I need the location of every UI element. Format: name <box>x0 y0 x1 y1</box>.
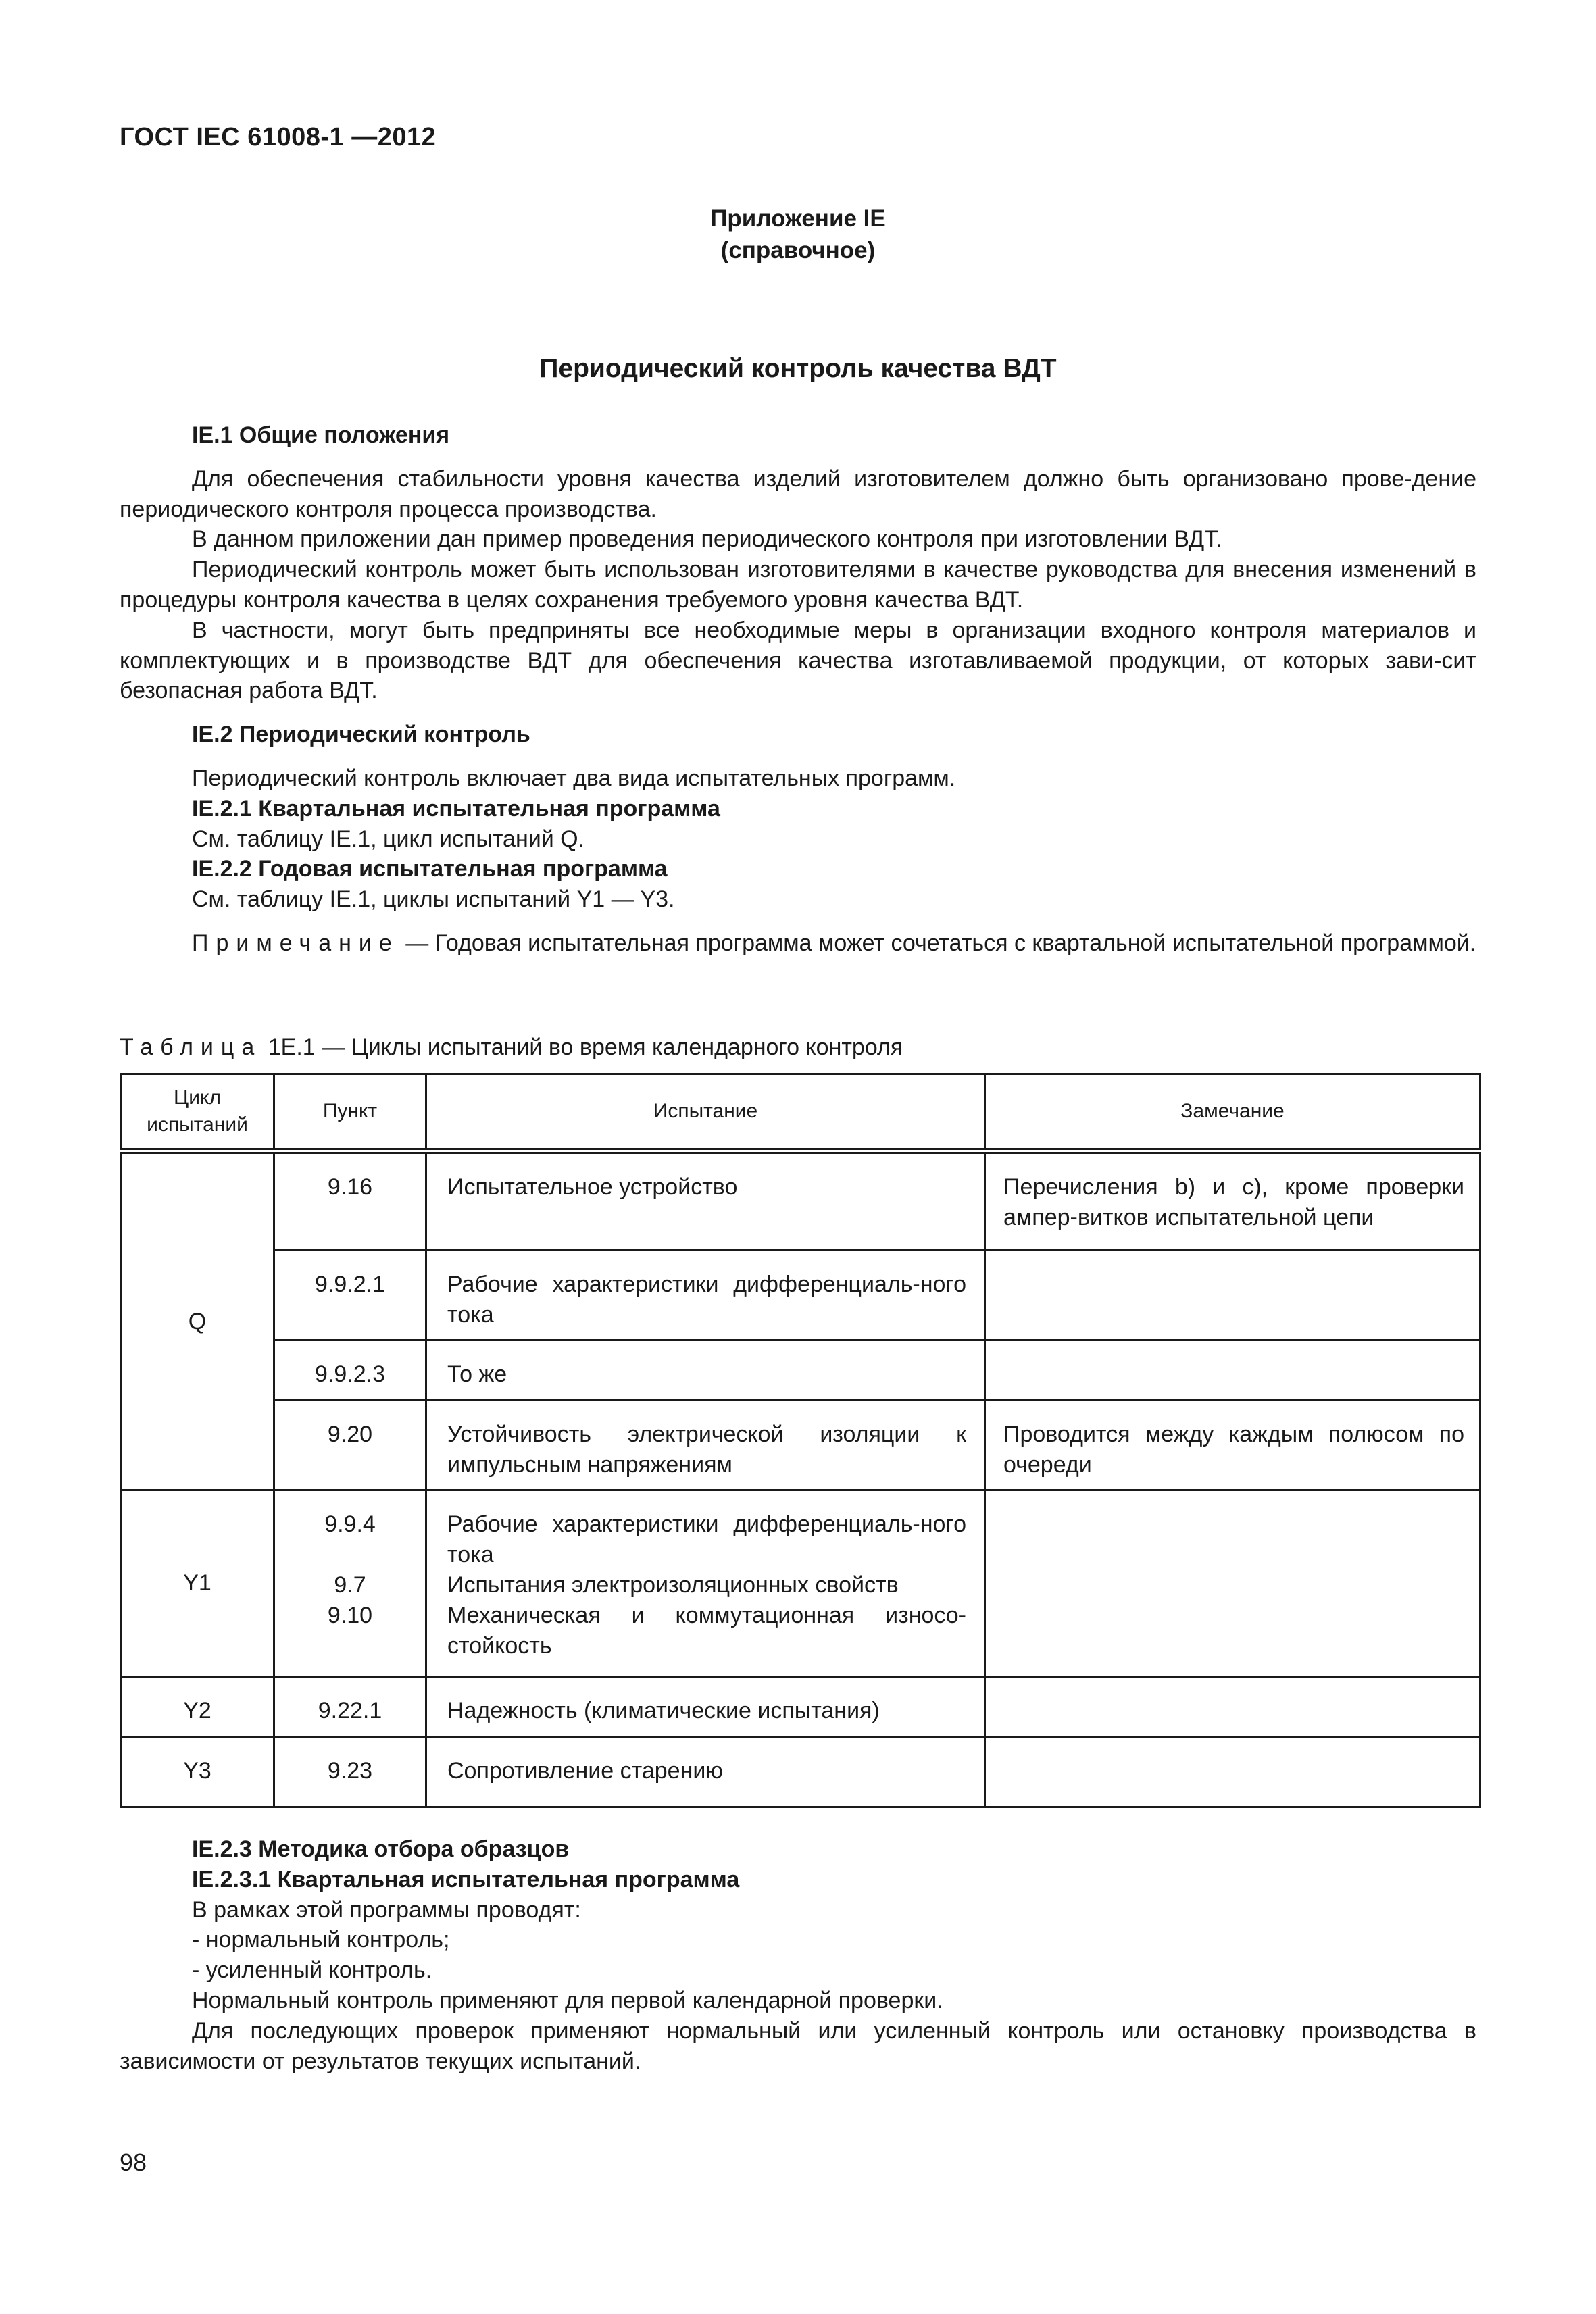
item-cell: 9.22.1 <box>274 1677 426 1737</box>
test-cell: Устойчивость электрической изоляции к импульсным напряжениям <box>426 1401 985 1490</box>
note-label: Примечание <box>192 930 399 956</box>
note <box>120 928 1476 959</box>
remark-cell <box>985 1490 1480 1677</box>
item-cell: 9.9.2.1 <box>274 1251 426 1340</box>
list-item: - усиленный контроль. <box>192 1957 432 1984</box>
remark-cell: Проводится между каждым полюсом по очереди <box>985 1401 1480 1490</box>
test-cell: Сопротивление старению <box>426 1737 985 1807</box>
section-heading-ie1: IE.1 Общие положения <box>192 422 450 448</box>
cycle-cell: Y3 <box>121 1737 274 1807</box>
document-code-header: ГОСТ IEC 61008-1 —2012 <box>120 123 437 151</box>
item-cell: 9.23 <box>274 1737 426 1807</box>
item-cell: 9.20 <box>274 1401 426 1490</box>
cycle-cell: Y2 <box>121 1677 274 1737</box>
column-header-test: Испытание <box>426 1074 985 1151</box>
test-line: Рабочие характеристики дифференциаль-ного тока <box>447 1511 966 1567</box>
test-cell: То же <box>426 1340 985 1401</box>
annex-main-title: Периодический контроль качества ВДТ <box>539 354 1057 383</box>
test-cell <box>426 1490 985 1677</box>
table-row <box>121 1340 1480 1401</box>
table-header-row <box>121 1074 1480 1151</box>
paragraph: Для обеспечения стабильности уровня качества изделий изготовителем должно быть организовано прове-дение периодического контроля процесса производства. <box>120 466 1476 522</box>
table-row <box>121 1677 1480 1737</box>
table-caption <box>120 1032 903 1062</box>
item-number: 9.9.4 <box>324 1511 376 1537</box>
item-number: 9.7 <box>334 1572 366 1598</box>
table-row <box>121 1401 1480 1490</box>
column-header-cycle: Цикл испытаний <box>121 1074 274 1151</box>
column-header-remark: Замечание <box>985 1074 1480 1151</box>
cycle-cell: Q <box>121 1151 274 1490</box>
test-cell: Рабочие характеристики дифференциаль-ного тока <box>426 1251 985 1340</box>
subsection-heading-ie23: IE.2.3 Методика отбора образцов <box>192 1836 570 1862</box>
paragraph: Периодический контроль может быть использован изготовителями в качестве руководства для внесения изменений в процедуры контроля качества в целях сохранения требуемого уровня качества ВДТ. <box>120 557 1476 613</box>
paragraph: См. таблицу IE.1, цикл испытаний Q. <box>192 826 585 852</box>
table-caption-label: Таблица <box>120 1034 262 1060</box>
intro-sections <box>120 420 1476 959</box>
remark-cell <box>985 1677 1480 1737</box>
cycle-cell: Y1 <box>121 1490 274 1677</box>
item-cell: 9.9.2.3 <box>274 1340 426 1401</box>
table-row <box>121 1490 1480 1677</box>
item-cell <box>274 1490 426 1677</box>
subsection-heading-ie22: IE.2.2 Годовая испытательная программа <box>192 856 668 882</box>
annex-title <box>0 203 1596 266</box>
page-number: 98 <box>120 2148 147 2176</box>
sampling-section <box>120 1834 1476 2076</box>
item-spacer <box>275 1540 425 1570</box>
table-caption-text: 1E.1 — Циклы испытаний во время календарного контроля <box>261 1034 903 1060</box>
subsection-heading-ie231: IE.2.3.1 Квартальная испытательная программа <box>192 1866 740 1892</box>
annex-type: (справочное) <box>720 237 876 263</box>
test-line: Механическая и коммутационная износо-стойкость <box>447 1603 966 1659</box>
remark-cell <box>985 1251 1480 1340</box>
paragraph: Для последующих проверок применяют нормальный или усиленный контроль или остановку производства в зависимости от результатов текущих испытаний. <box>120 2017 1476 2074</box>
paragraph: В частности, могут быть предприняты все необходимые меры в организации входного контроля материалов и комплектующих и в производстве ВДТ для обеспечения качества изготавливаемой продукции, от которых зави-сит безопасная работа ВДТ. <box>120 617 1476 704</box>
column-header-item: Пункт <box>274 1074 426 1151</box>
test-cell: Испытательное устройство <box>426 1151 985 1251</box>
subsection-heading-ie21: IE.2.1 Квартальная испытательная программа <box>192 795 720 822</box>
test-cycles-table <box>120 1073 1481 1808</box>
item-number: 9.10 <box>327 1603 373 1628</box>
test-line: Испытания электроизоляционных свойств <box>447 1572 899 1598</box>
paragraph: См. таблицу IE.1, циклы испытаний Y1 — Y3. <box>192 886 675 913</box>
item-cell: 9.16 <box>274 1151 426 1251</box>
paragraph: В рамках этой программы проводят: <box>192 1896 581 1923</box>
remark-cell <box>985 1737 1480 1807</box>
list-item: - нормальный контроль; <box>192 1927 450 1953</box>
paragraph: Нормальный контроль применяют для первой календарной проверки. <box>192 1987 943 2013</box>
paragraph: Периодический контроль включает два вида испытательных программ. <box>192 765 956 791</box>
test-cell: Надежность (климатические испытания) <box>426 1677 985 1737</box>
table-row <box>121 1251 1480 1340</box>
annex-label: Приложение IE <box>710 205 886 232</box>
paragraph: В данном приложении дан пример проведения периодического контроля при изготовлении ВДТ. <box>192 526 1222 553</box>
table-row <box>121 1151 1480 1251</box>
table-row <box>121 1737 1480 1807</box>
note-text: — Годовая испытательная программа может сочетаться с квартальной испытательной программой. <box>399 930 1476 956</box>
remark-cell <box>985 1340 1480 1401</box>
remark-cell: Перечисления b) и c), кроме проверки ампер-витков испытательной цепи <box>985 1151 1480 1251</box>
section-heading-ie2: IE.2 Периодический контроль <box>192 722 530 748</box>
